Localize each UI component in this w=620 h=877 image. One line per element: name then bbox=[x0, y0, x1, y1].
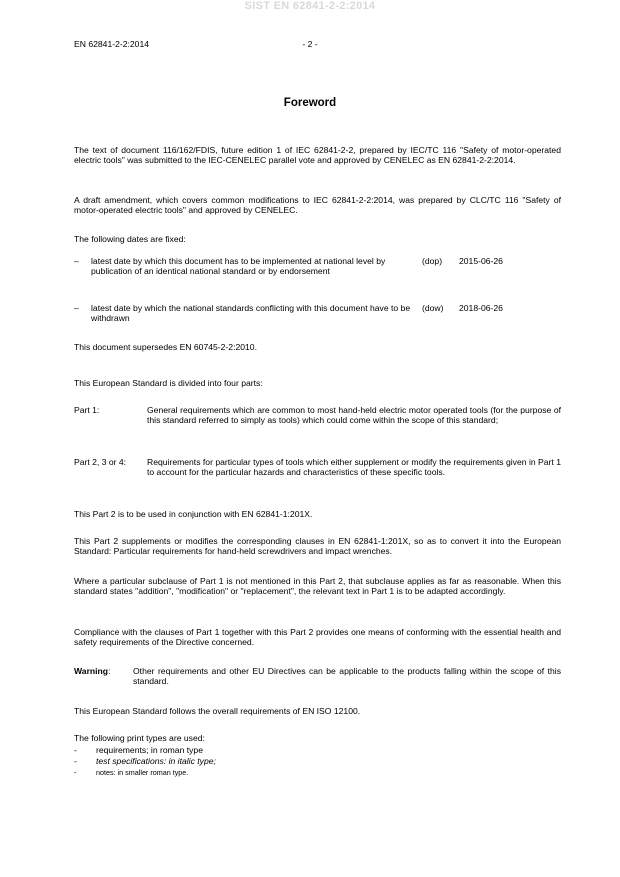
list-dash: – bbox=[74, 256, 79, 266]
paragraph-subclause: Where a particular subclause of Part 1 is not mentioned in this Part 2, that subclause applies as far as reasonable. When this standard states "addition", "modification" or "replacement", the relevant text in Part 1 is to be adapted accordingly. bbox=[74, 576, 561, 597]
paragraph-print-types: The following print types are used: bbox=[74, 733, 205, 743]
paragraph-dates-intro: The following dates are fixed: bbox=[74, 234, 186, 244]
date-item-text: latest date by which this document has to be implemented at national level by publication of an identical national standard or by endorsement bbox=[91, 256, 386, 277]
header-doc-id: EN 62841-2-2:2014 bbox=[74, 39, 150, 49]
date-code: (dow) bbox=[422, 303, 444, 313]
paragraph-draft-amendment: A draft amendment, which covers common modifications to IEC 62841-2-2:2014, was prepared by CLC/TC 116 "Safety of motor-operated electric tools" and approved by CENELEC. bbox=[74, 195, 561, 216]
list-dash: - bbox=[74, 756, 77, 766]
part-description: General requirements which are common to most hand-held electric motor operated tools (for the purpose of this standard referred to simply as tools) which could come within the scope of this standard; bbox=[147, 405, 561, 426]
warning-label: Warning: bbox=[74, 666, 111, 676]
date-value: 2015-06-26 bbox=[459, 256, 503, 266]
part-label: Part 2, 3 or 4: bbox=[74, 457, 127, 467]
print-type-item bbox=[74, 756, 561, 767]
paragraph-conjunction: This Part 2 is to be used in conjunction with EN 62841-1:201X. bbox=[74, 509, 313, 519]
watermark: SIST EN 62841-2-2:2014 bbox=[244, 0, 376, 12]
print-type-text: notes: in smaller roman type. bbox=[96, 768, 189, 777]
part-row-2 bbox=[74, 457, 561, 491]
list-dash: – bbox=[74, 303, 79, 313]
paragraph-compliance: Compliance with the clauses of Part 1 together with this Part 2 provides one means of conforming with the essential health and safety requirements of the Directive concerned. bbox=[74, 627, 561, 648]
warning-text: Other requirements and other EU Directives can be applicable to the products falling within the scope of this standard. bbox=[133, 666, 561, 687]
date-value: 2018-06-26 bbox=[459, 303, 503, 313]
date-item-text: latest date by which the national standards conflicting with this document have to be withdrawn bbox=[91, 303, 411, 324]
list-dash: - bbox=[74, 745, 77, 755]
list-dash: - bbox=[74, 768, 77, 777]
warning-row bbox=[74, 666, 561, 690]
part-label: Part 1: bbox=[74, 405, 100, 415]
paragraph-iso: This European Standard follows the overall requirements of EN ISO 12100. bbox=[74, 706, 361, 716]
print-type-item bbox=[74, 768, 561, 778]
date-row-dow bbox=[74, 303, 561, 325]
date-code: (dop) bbox=[422, 256, 443, 266]
paragraph-four-parts: This European Standard is divided into four parts: bbox=[74, 378, 263, 388]
date-row-dop bbox=[74, 256, 561, 290]
part-description: Requirements for particular types of tools which either supplement or modify the requirements given in Part 1 to account for the particular hazards and characteristics of these specific tools. bbox=[147, 457, 561, 478]
paragraph-supersedes: This document supersedes EN 60745-2-2:2010. bbox=[74, 342, 257, 352]
print-type-item bbox=[74, 745, 561, 756]
paragraph-document-text: The text of document 116/162/FDIS, future edition 1 of IEC 62841-2-2, prepared by IEC/TC 116 "Safety of motor-operated electric tools" was submitted to the IEC-CENELEC parallel vote and approved by CENELEC as EN 62841-2-2:2014. bbox=[74, 145, 561, 166]
print-type-text: test specifications: in italic type; bbox=[96, 756, 216, 766]
page-title: Foreword bbox=[283, 97, 337, 109]
header-page-number: - 2 - bbox=[302, 39, 318, 49]
print-type-text: requirements; in roman type bbox=[96, 745, 203, 755]
part-row-1 bbox=[74, 405, 561, 439]
paragraph-supplements: This Part 2 supplements or modifies the corresponding clauses in EN 62841-1:201X, so as to convert it into the European Standard: Particular requirements for hand-held screwdrivers and impact wrenches. bbox=[74, 536, 561, 557]
